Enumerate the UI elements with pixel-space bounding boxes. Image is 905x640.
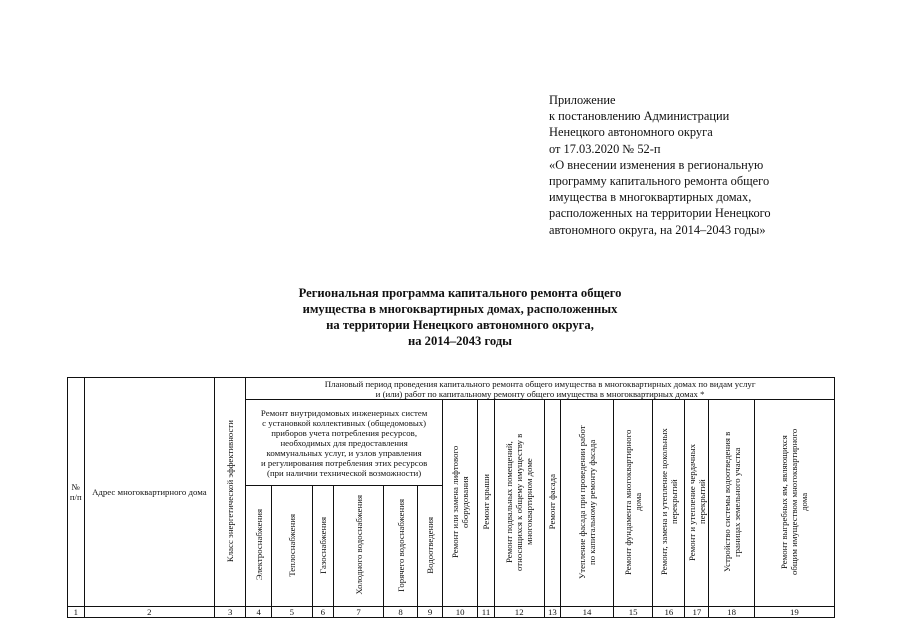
column-number: 2	[84, 607, 215, 618]
appendix-line: от 17.03.2020 № 52-п	[549, 141, 661, 156]
header-sewage: Водоотведения	[418, 486, 443, 607]
appendix-line: к постановлению Администрации	[549, 109, 730, 124]
header-basement: Ремонт подвальных помещений, относящихся к общему имуществу в многоквартирном доме	[494, 400, 544, 607]
column-number: 12	[494, 607, 544, 618]
header-cold-water: Холодного водоснабжения	[334, 486, 384, 607]
appendix-line: имущества в многоквартирных домах,	[549, 190, 752, 205]
document-title	[255, 285, 665, 349]
header-foundation: Ремонт фундамента многоквартирного дома	[613, 400, 652, 607]
header-electricity: Электроснабжения	[246, 486, 272, 607]
program-table	[67, 377, 835, 618]
column-number: 8	[383, 607, 417, 618]
header-engineering-systems: Ремонт внутридомовых инженерных систем с установкой коллективных (общедомовых) приборов учета потребления ресурсов, необходимых для предоставления коммунальных услуг, и узлов управления и регулирования потребления этих ресурсов (при наличии технической возможности)	[246, 400, 443, 486]
appendix-line: программу капитального ремонта общего	[549, 174, 770, 189]
title-line: на 2014–2043 годы	[407, 334, 513, 348]
title-line: Региональная программа капитального ремонта общего	[298, 286, 622, 300]
header-heating: Теплоснабжения	[272, 486, 312, 607]
column-number: 17	[685, 607, 709, 618]
column-number: 9	[418, 607, 443, 618]
column-number: 10	[443, 607, 478, 618]
header-address: Адрес многоквартирного дома	[84, 378, 215, 607]
appendix-block	[549, 92, 849, 238]
header-facade-insulation: Утепление фасада при проведении работ по капитальному ремонту фасада	[561, 400, 614, 607]
column-number: 15	[613, 607, 652, 618]
column-number: 18	[709, 607, 755, 618]
header-attic-floors: Ремонт и утепление чердачных перекрытий	[685, 400, 709, 607]
column-number: 7	[334, 607, 384, 618]
column-number: 13	[544, 607, 561, 618]
column-number: 11	[478, 607, 495, 618]
column-number: 16	[653, 607, 685, 618]
header-facade: Ремонт фасада	[544, 400, 561, 607]
column-number: 1	[68, 607, 85, 618]
column-number: 19	[754, 607, 834, 618]
header-energy-class: Класс энергетической эффективности	[215, 378, 246, 607]
column-number: 3	[215, 607, 246, 618]
column-number: 4	[246, 607, 272, 618]
appendix-line: автономного округа, на 2014–2043 годы»	[549, 222, 766, 237]
appendix-line: Ненецкого автономного округа	[549, 125, 713, 140]
column-number: 6	[312, 607, 334, 618]
header-cesspools: Ремонт выгребных ям, являющихся общим имуществом многоквартирного дома	[754, 400, 834, 607]
header-gas: Газоснабжения	[312, 486, 334, 607]
title-line: на территории Ненецкого автономного округа,	[326, 318, 594, 332]
header-roof: Ремонт крыши	[478, 400, 495, 607]
column-numbers-row	[68, 607, 835, 618]
appendix-line: Приложение	[549, 93, 616, 107]
header-elevator: Ремонт или замена лифтового оборудования	[443, 400, 478, 607]
title-line: имущества в многоквартирных домах, расположенных	[302, 302, 618, 316]
column-number: 5	[272, 607, 312, 618]
header-num: № п/п	[68, 378, 85, 607]
header-planned-period: Плановый период проведения капитального ремонта общего имущества в многоквартирных домах по видам услуг и (или) работ по капитальному ремонту общего имущества в многоквартирных домах *	[246, 378, 835, 400]
header-drainage: Устройство системы водоотведения в границах земельного участка	[709, 400, 755, 607]
header-plinth-floors: Ремонт, замена и утепление цокольных перекрытий	[653, 400, 685, 607]
column-number: 14	[561, 607, 614, 618]
appendix-line: «О внесении изменения в региональную	[549, 157, 764, 172]
header-hot-water: Горячего водоснабжения	[383, 486, 417, 607]
appendix-line: расположенных на территории Ненецкого	[549, 206, 771, 221]
